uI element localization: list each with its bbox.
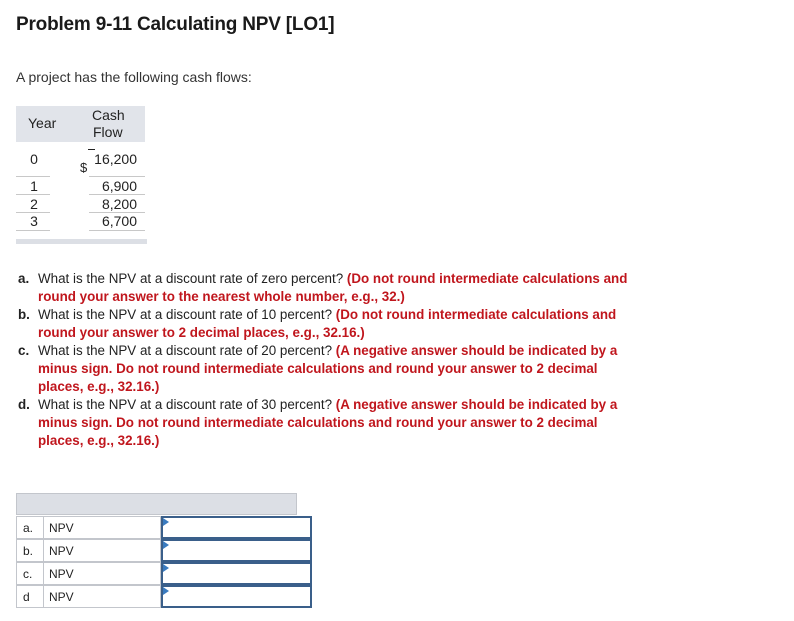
cash-flow-value: 8,200 bbox=[101, 196, 137, 212]
table-bottom-bar bbox=[16, 239, 147, 244]
npv-input-a[interactable] bbox=[161, 516, 312, 539]
minus-sign bbox=[88, 149, 95, 150]
row-divider bbox=[89, 194, 145, 195]
answer-row-b bbox=[16, 539, 297, 562]
year-cell: 3 bbox=[30, 213, 38, 229]
question-d bbox=[18, 396, 638, 450]
answer-row-d bbox=[16, 585, 297, 608]
answer-row-a bbox=[16, 516, 297, 539]
npv-input-c[interactable] bbox=[161, 562, 312, 585]
cash-flow-value: 6,900 bbox=[101, 178, 137, 194]
answer-letter: c. bbox=[16, 562, 44, 585]
cash-flow-value: 16,200 bbox=[94, 151, 137, 167]
year-cell: 2 bbox=[30, 196, 38, 212]
row-divider bbox=[16, 176, 50, 177]
answer-letter: a. bbox=[16, 516, 44, 539]
question-b bbox=[18, 306, 638, 342]
row-divider bbox=[16, 230, 50, 231]
answer-label: NPV bbox=[44, 585, 161, 608]
question-text: What is the NPV at a discount rate of 30 percent? bbox=[38, 397, 333, 412]
input-flag-icon bbox=[163, 564, 169, 572]
input-flag-icon bbox=[163, 587, 169, 595]
question-letter: b. bbox=[18, 307, 30, 322]
question-a bbox=[18, 270, 638, 306]
question-letter: a. bbox=[18, 271, 30, 286]
answer-letter: b. bbox=[16, 539, 44, 562]
input-flag-icon bbox=[163, 518, 169, 526]
question-text: What is the NPV at a discount rate of zero percent? bbox=[38, 271, 344, 286]
question-text: What is the NPV at a discount rate of 10 percent? bbox=[38, 307, 333, 322]
row-divider bbox=[89, 230, 145, 231]
row-divider bbox=[89, 176, 145, 177]
question-hint: (Do not round intermediate calculations and round your answer to 2 decimal places, e.g., 32.16.) bbox=[38, 307, 617, 340]
cash-flow-header bbox=[16, 106, 145, 142]
intro-text: A project has the following cash flows: bbox=[16, 69, 252, 85]
cash-flow-value: 6,700 bbox=[101, 213, 137, 229]
row-divider bbox=[16, 194, 50, 195]
npv-input-d[interactable] bbox=[161, 585, 312, 608]
cash-header: Cash bbox=[92, 107, 125, 123]
answer-table-header bbox=[16, 493, 297, 515]
question-hint: (A negative answer should be indicated by a minus sign. Do not round intermediate calculations and round your answer to 2 decimal places, e.g., 32.16.) bbox=[38, 343, 618, 394]
npv-input-b[interactable] bbox=[161, 539, 312, 562]
year-header: Year bbox=[28, 115, 57, 131]
question-c bbox=[18, 342, 638, 396]
input-flag-icon bbox=[163, 541, 169, 549]
answer-letter: d bbox=[16, 585, 44, 608]
question-hint: (Do not round intermediate calculations and round your answer to the nearest whole number, e.g., 32.) bbox=[38, 271, 628, 304]
year-cell: 0 bbox=[30, 151, 38, 167]
problem-title: Problem 9-11 Calculating NPV [LO1] bbox=[16, 14, 335, 35]
answer-row-c bbox=[16, 562, 297, 585]
year-cell: 1 bbox=[30, 178, 38, 194]
currency-symbol: $ bbox=[80, 160, 88, 175]
answer-label: NPV bbox=[44, 516, 161, 539]
answer-label: NPV bbox=[44, 562, 161, 585]
question-text: What is the NPV at a discount rate of 20 percent? bbox=[38, 343, 333, 358]
flow-header: Flow bbox=[93, 124, 123, 140]
question-hint: (A negative answer should be indicated by a minus sign. Do not round intermediate calculations and round your answer to 2 decimal places, e.g., 32.16.) bbox=[38, 397, 618, 448]
question-letter: c. bbox=[18, 343, 30, 358]
question-letter: d. bbox=[18, 397, 30, 412]
answer-label: NPV bbox=[44, 539, 161, 562]
